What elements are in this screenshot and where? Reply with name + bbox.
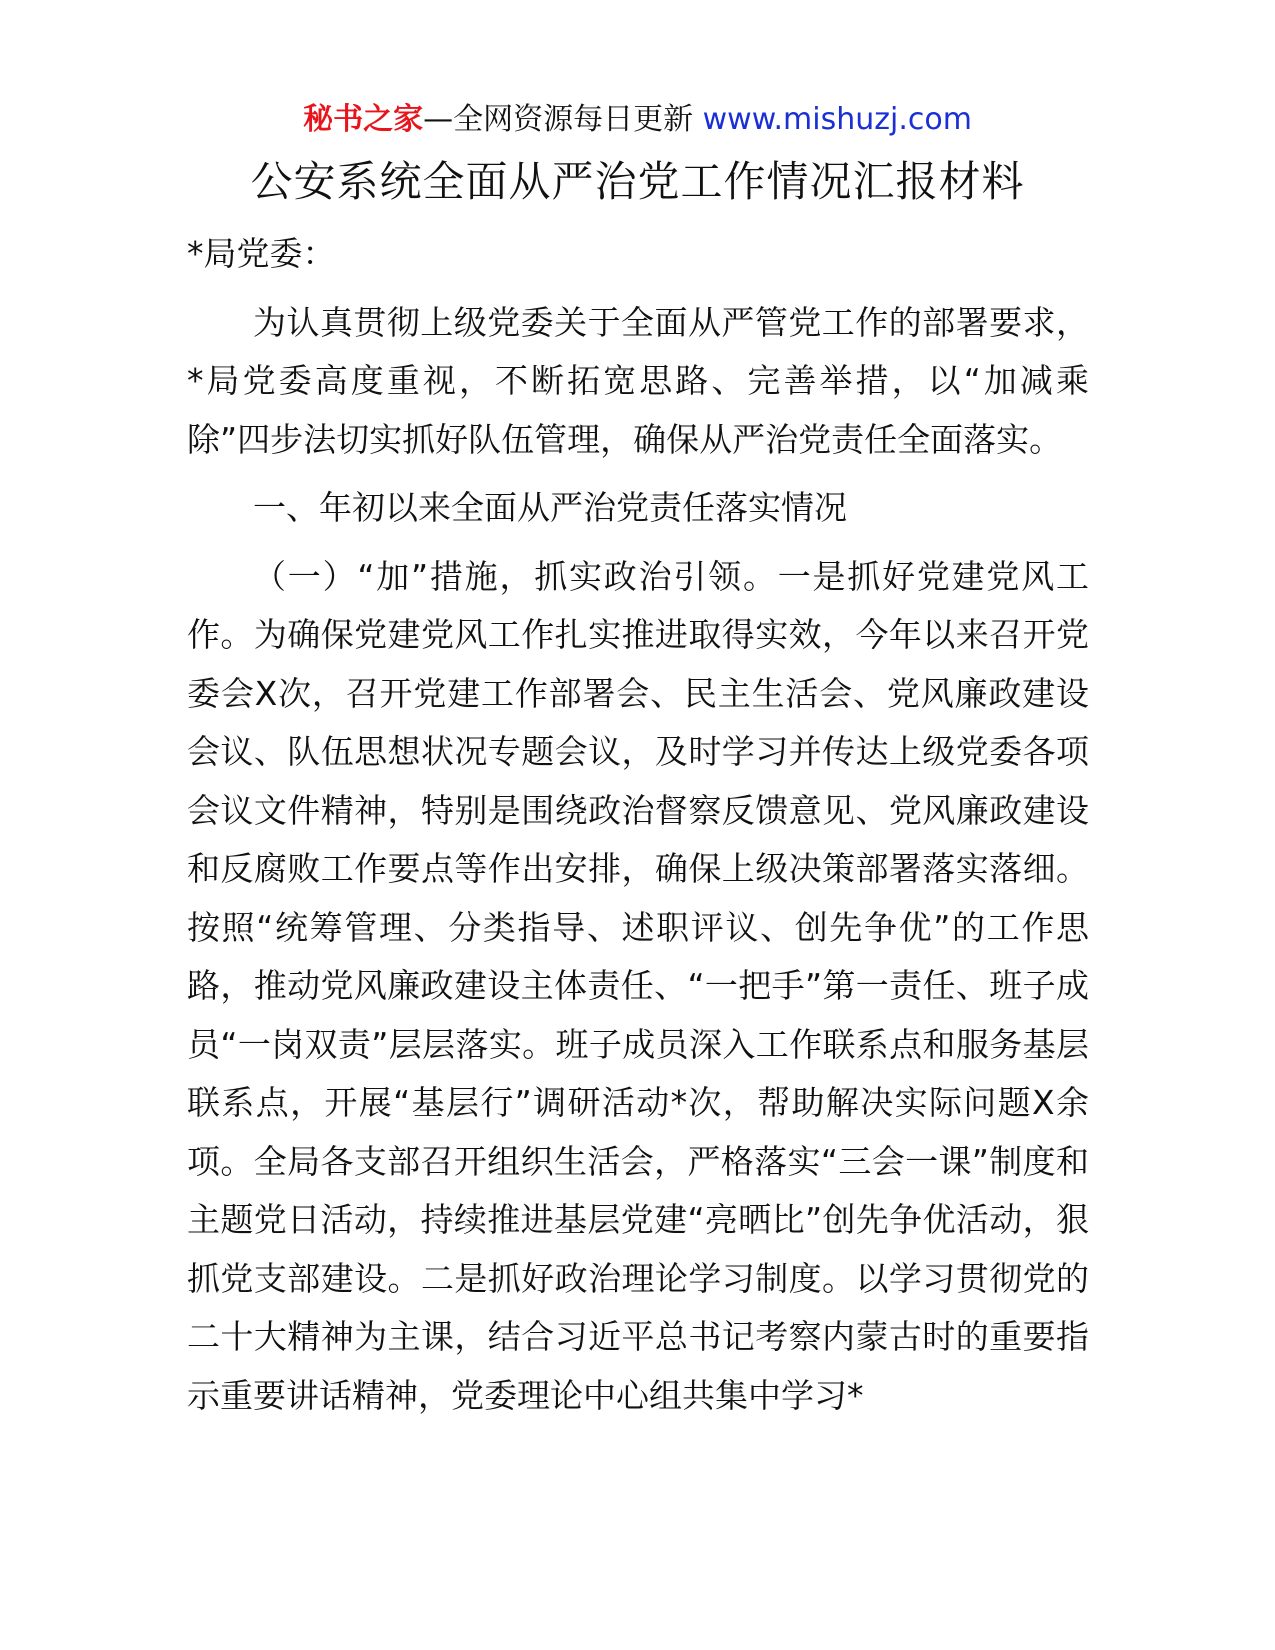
section-heading: 一、年初以来全面从严治党责任落实情况 [253, 488, 847, 527]
document-title: 公安系统全面从严治党工作情况汇报材料 [250, 157, 1025, 206]
intro-paragraph: 为认真贯彻上级党委关于全面从严管党工作的部署要求，*局党委高度重视，不断拓宽思路、完善举措，以“加减乘除”四步法切实抓好队伍管理，确保从严治党责任全面落实。 [187, 302, 1089, 459]
document-body [187, 225, 1089, 1425]
banner-tagline: —全网资源每日更新 [423, 102, 703, 137]
salutation: *局党委： [187, 234, 336, 273]
brand-name: 秘书之家 [303, 102, 424, 137]
body-paragraph: （一）“加”措施，抓实政治引领。一是抓好党建党风工作。为确保党建党风工作扎实推进取得实效，今年以来召开党委会X次，召开党建工作部署会、民主生活会、党风廉政建设会议、队伍思想状况专题会议，及时学习并传达上级党委各项会议文件精神，特别是围绕政治督察反馈意见、党风廉政建设和反腐败工作要点等作出安排，确保上级决策部署落实落细。按照“统筹管理、分类指导、述职评议、创先争优”的工作思路，推动党风廉政建设主体责任、“一把手”第一责任、班子成员“一岗双责”层层落实。班子成员深入工作联系点和服务基层联系点，开展“基层行”调研活动*次，帮助解决实际问题X余项。全局各支部召开组织生活会，严格落实“三会一课”制度和主题党日活动，持续推进基层党建“亮晒比”创先争优活动，狠抓党支部建设。二是抓好政治理论学习制度。以学习贯彻党的二十大精神为主课，结合习近平总书记考察内蒙古时的重要指示重要讲话精神，党委理论中心组共集中学习* [187, 556, 1089, 1415]
header-banner [0, 100, 1275, 140]
website-link[interactable]: www.mishuzj.com [702, 102, 972, 137]
